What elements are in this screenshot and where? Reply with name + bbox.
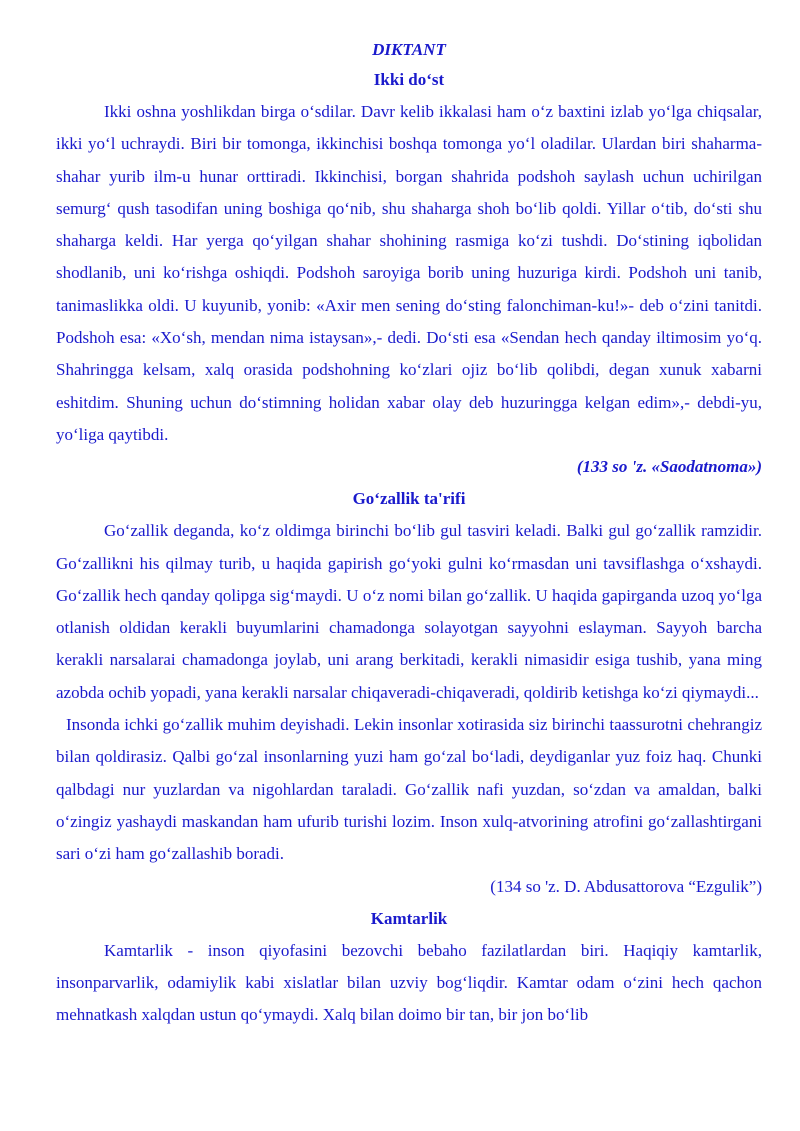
section-paragraph-kamtarlik: Kamtarlik - inson qiyofasini bezovchi bebaho fazilatlardan biri. Haqiqiy kamtarlik, insonparvarlik, odamiylik kabi xislatlar bilan uzviy bog‘liqdir. Kamtar odam o‘zini hech qachon mehnatkash xalqdan ustun qo‘ymaydi. Xalq bilan doimo bir tan, bir jon bo‘lib [56, 940, 762, 1025]
section-paragraph-ikki-dost: Ikki oshna yoshlikdan birga o‘sdilar. Davr kelib ikkalasi ham o‘z baxtini izlab yo‘lga chiqsalar, ikki yo‘l uchraydi. Biri bir tomonga, ikkinchisi boshqa tomonga yo‘l oladilar. Ulardan biri shaharma-shahar yurib ilm-u hunar orttiradi. Ikkinchisi, borgan shahrida podshoh saylash uchun uchirilgan semurg‘ qush tasodifan uning boshiga qo‘nib, shu shaharga shoh bo‘lib qoldi. Yillar o‘tib, do‘sti shu shaharga keldi. Har yerga qo‘yilgan shahar shohining rasmiga ko‘zi tushdi. Do‘stining iqbolidan shodlanib, uni ko‘rishga oshiqdi. Podshoh saroyiga borib uning huzuriga kirdi. Podshoh uni tanib, tanimaslikka oldi. U kuyunib, yonib: «Axir men sening do‘sting falonchiman-ku!»- deb o‘zini tanitdi. Podshoh esa: «Xo‘sh, mendan nima istaysan»,- dedi. Do‘sti esa «Sendan hech qanday iltimosim yo‘q. Shahringga kelsam, xalq orasida podshohning ko‘zlari ojiz bo‘lib qolibdi, degan xunuk xabarni eshitdim. Shuning uchun do‘stimning holidan xabar olay deb huzuringga kelgan edim»,- debdi-yu, yo‘liga qaytibdi. [56, 102, 762, 444]
source-citation-saodatnoma: (133 so 'z. «Saodatnoma») [576, 457, 762, 477]
section-paragraph-gozallik-1: Go‘zallik deganda, ko‘z oldimga birinchi bo‘lib gul tasviri keladi. Balki gul go‘zallik ramzidir. Go‘zallikni his qilmay turib, u haqida gapirish go‘yoki gulni ko‘rmasdan uni tavsiflashga o‘xshaydi. Go‘zallik hech qanday qolipga sig‘maydi. U o‘z nomi bilan go‘zallik. U haqida gapirganda uzoq yo‘lga otlanish oldidan kerakli buyumlarini chamadonga solayotgan sayyohni eslayman. Sayyoh barcha kerakli narsalarai chamadonga joylab, uni arang berkitadi, kerakli nimasidir esiga tushib, yana ming azobda ochib yopadi, yana kerakli narsalar chiqaveradi-chiqaveradi, qoldirib ketishga ko‘zi qiymaydi... [56, 521, 762, 702]
source-citation-ezgulik: (134 so 'z. D. Abdusattorova “Ezgulik”) [490, 876, 762, 896]
section-heading-kamtarlik: Kamtarlik [370, 908, 448, 928]
section-heading-ikki-dost: Ikki do‘st [373, 70, 445, 89]
document-title: DIKTANT [372, 40, 446, 59]
section-heading-gozallik-tarifi: Go‘zallik ta'rifi [352, 489, 466, 509]
section-paragraph-gozallik-2: Insonda ichki go‘zallik muhim deyishadi. Lekin insonlar xotirasida siz birinchi taassurotni chehrangiz bilan qoldirasiz. Qalbi go‘zal insonlarning yuzi ham go‘zal bo‘ladi, deydiganlar yuz foiz haq. Chunki qalbdagi nur yuzlardan va nigohlardan taraladi. Go‘zallik nafi yuzdan, so‘zdan va amaldan, balki o‘zingiz yashaydi maskandan ham ufurib turishi lozim. Inson xulq-atvorining atrofini go‘zallashtirgani sari o‘zi ham go‘zallashib boradi. [56, 715, 762, 864]
